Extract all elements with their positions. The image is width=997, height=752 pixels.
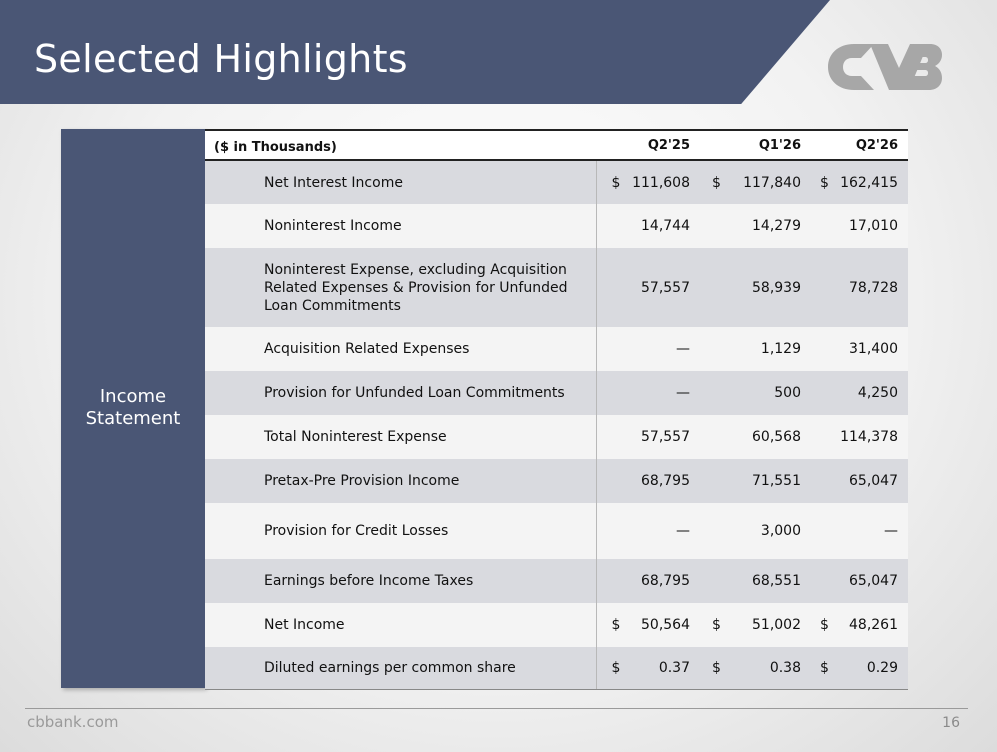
row-label: Net Income bbox=[264, 617, 345, 633]
value-cell bbox=[700, 204, 811, 248]
value-cell bbox=[596, 371, 700, 415]
value-cell bbox=[811, 647, 908, 689]
cvb-logo bbox=[826, 42, 944, 92]
value-cell bbox=[700, 371, 811, 415]
row-label: Noninterest Expense, excluding Acquisition Related Expenses & Provision for Unfunded Loan Commitments bbox=[264, 261, 568, 314]
row-label: Noninterest Income bbox=[264, 218, 402, 234]
units-label: ($ in Thousands) bbox=[205, 130, 596, 160]
value-cell bbox=[596, 415, 700, 459]
value-cell bbox=[700, 248, 811, 327]
value: 14,279 bbox=[752, 218, 801, 234]
value-cell bbox=[811, 327, 908, 371]
value: 58,939 bbox=[752, 279, 801, 296]
value: — bbox=[676, 341, 690, 357]
value: — bbox=[676, 523, 690, 539]
table-row bbox=[205, 503, 908, 559]
table-header-row bbox=[205, 130, 908, 160]
value: 0.37 bbox=[658, 659, 690, 676]
value-cell bbox=[596, 647, 700, 689]
table-row bbox=[205, 647, 908, 689]
value: 71,551 bbox=[752, 473, 801, 489]
currency-symbol: $ bbox=[820, 659, 829, 676]
value: — bbox=[884, 523, 898, 539]
value: 3,000 bbox=[760, 523, 801, 539]
currency-symbol: $ bbox=[820, 174, 829, 191]
value: 114,378 bbox=[840, 429, 898, 445]
value-cell bbox=[700, 327, 811, 371]
value: 65,047 bbox=[849, 573, 898, 589]
value: 78,728 bbox=[849, 279, 898, 296]
value-cell bbox=[700, 503, 811, 559]
row-label: Acquisition Related Expenses bbox=[264, 341, 470, 357]
income-statement-label: Income Statement bbox=[85, 386, 181, 429]
row-label: Net Interest Income bbox=[264, 174, 403, 191]
column-header: Q2'26 bbox=[811, 130, 908, 160]
value-cell bbox=[700, 415, 811, 459]
currency-symbol: $ bbox=[712, 617, 721, 633]
footer-divider bbox=[25, 708, 968, 709]
value: 65,047 bbox=[849, 473, 898, 489]
value-cell bbox=[596, 603, 700, 647]
value: 60,568 bbox=[752, 429, 801, 445]
page-title: Selected Highlights bbox=[34, 37, 408, 81]
value: 1,129 bbox=[760, 341, 801, 357]
value: 17,010 bbox=[849, 218, 898, 234]
value: 51,002 bbox=[752, 617, 801, 633]
currency-symbol: $ bbox=[611, 174, 621, 191]
page-number: 16 bbox=[942, 715, 960, 731]
table-row bbox=[205, 371, 908, 415]
value-cell bbox=[811, 248, 908, 327]
value-cell bbox=[596, 559, 700, 603]
row-label: Earnings before Income Taxes bbox=[264, 573, 474, 589]
value-cell bbox=[811, 204, 908, 248]
value-cell bbox=[811, 559, 908, 603]
column-header: Q1'26 bbox=[700, 130, 811, 160]
table-row bbox=[205, 327, 908, 371]
value-cell bbox=[811, 603, 908, 647]
value-cell bbox=[596, 327, 700, 371]
currency-symbol: $ bbox=[611, 617, 621, 633]
value: 162,415 bbox=[840, 174, 898, 191]
value-cell bbox=[700, 559, 811, 603]
value-cell bbox=[700, 603, 811, 647]
footer-website[interactable]: cbbank.com bbox=[27, 713, 119, 731]
value-cell bbox=[700, 647, 811, 689]
value: 68,551 bbox=[752, 573, 801, 589]
table-row bbox=[205, 204, 908, 248]
value: 68,795 bbox=[641, 573, 690, 589]
value: 57,557 bbox=[641, 429, 690, 445]
value-cell bbox=[811, 503, 908, 559]
value: 68,795 bbox=[641, 473, 690, 489]
value: 117,840 bbox=[743, 174, 801, 191]
value-cell bbox=[811, 160, 908, 204]
currency-symbol: $ bbox=[611, 659, 621, 676]
value-cell bbox=[811, 371, 908, 415]
value: 50,564 bbox=[641, 617, 690, 633]
row-label: Diluted earnings per common share bbox=[205, 647, 596, 689]
value-cell bbox=[811, 415, 908, 459]
table-row bbox=[205, 603, 908, 647]
table-row bbox=[205, 559, 908, 603]
value-cell bbox=[596, 248, 700, 327]
value: 111,608 bbox=[632, 174, 690, 191]
currency-symbol: $ bbox=[712, 659, 721, 676]
value-cell bbox=[596, 204, 700, 248]
currency-symbol: $ bbox=[712, 174, 721, 191]
value: 0.29 bbox=[866, 659, 898, 676]
highlights-table bbox=[205, 129, 908, 690]
value: 31,400 bbox=[849, 341, 898, 357]
column-header: Q2'25 bbox=[596, 130, 700, 160]
currency-symbol: $ bbox=[820, 617, 829, 633]
table-row bbox=[205, 415, 908, 459]
value: 14,744 bbox=[641, 218, 690, 234]
table-row bbox=[205, 459, 908, 503]
value: 0.38 bbox=[769, 659, 801, 676]
table-row bbox=[205, 248, 908, 327]
value: 500 bbox=[774, 385, 801, 401]
value: 4,250 bbox=[857, 385, 898, 401]
row-label: Provision for Unfunded Loan Commitments bbox=[264, 385, 565, 401]
value-cell bbox=[596, 503, 700, 559]
value-cell bbox=[811, 459, 908, 503]
value-cell bbox=[596, 160, 700, 204]
row-label: Provision for Credit Losses bbox=[264, 523, 449, 539]
value-cell bbox=[596, 459, 700, 503]
table-row bbox=[205, 160, 908, 204]
value: 48,261 bbox=[849, 617, 898, 633]
value: — bbox=[676, 385, 690, 401]
row-label: Total Noninterest Expense bbox=[264, 429, 447, 445]
value-cell bbox=[700, 459, 811, 503]
value: 57,557 bbox=[641, 279, 690, 296]
value-cell bbox=[700, 160, 811, 204]
row-label: Pretax-Pre Provision Income bbox=[264, 473, 460, 489]
